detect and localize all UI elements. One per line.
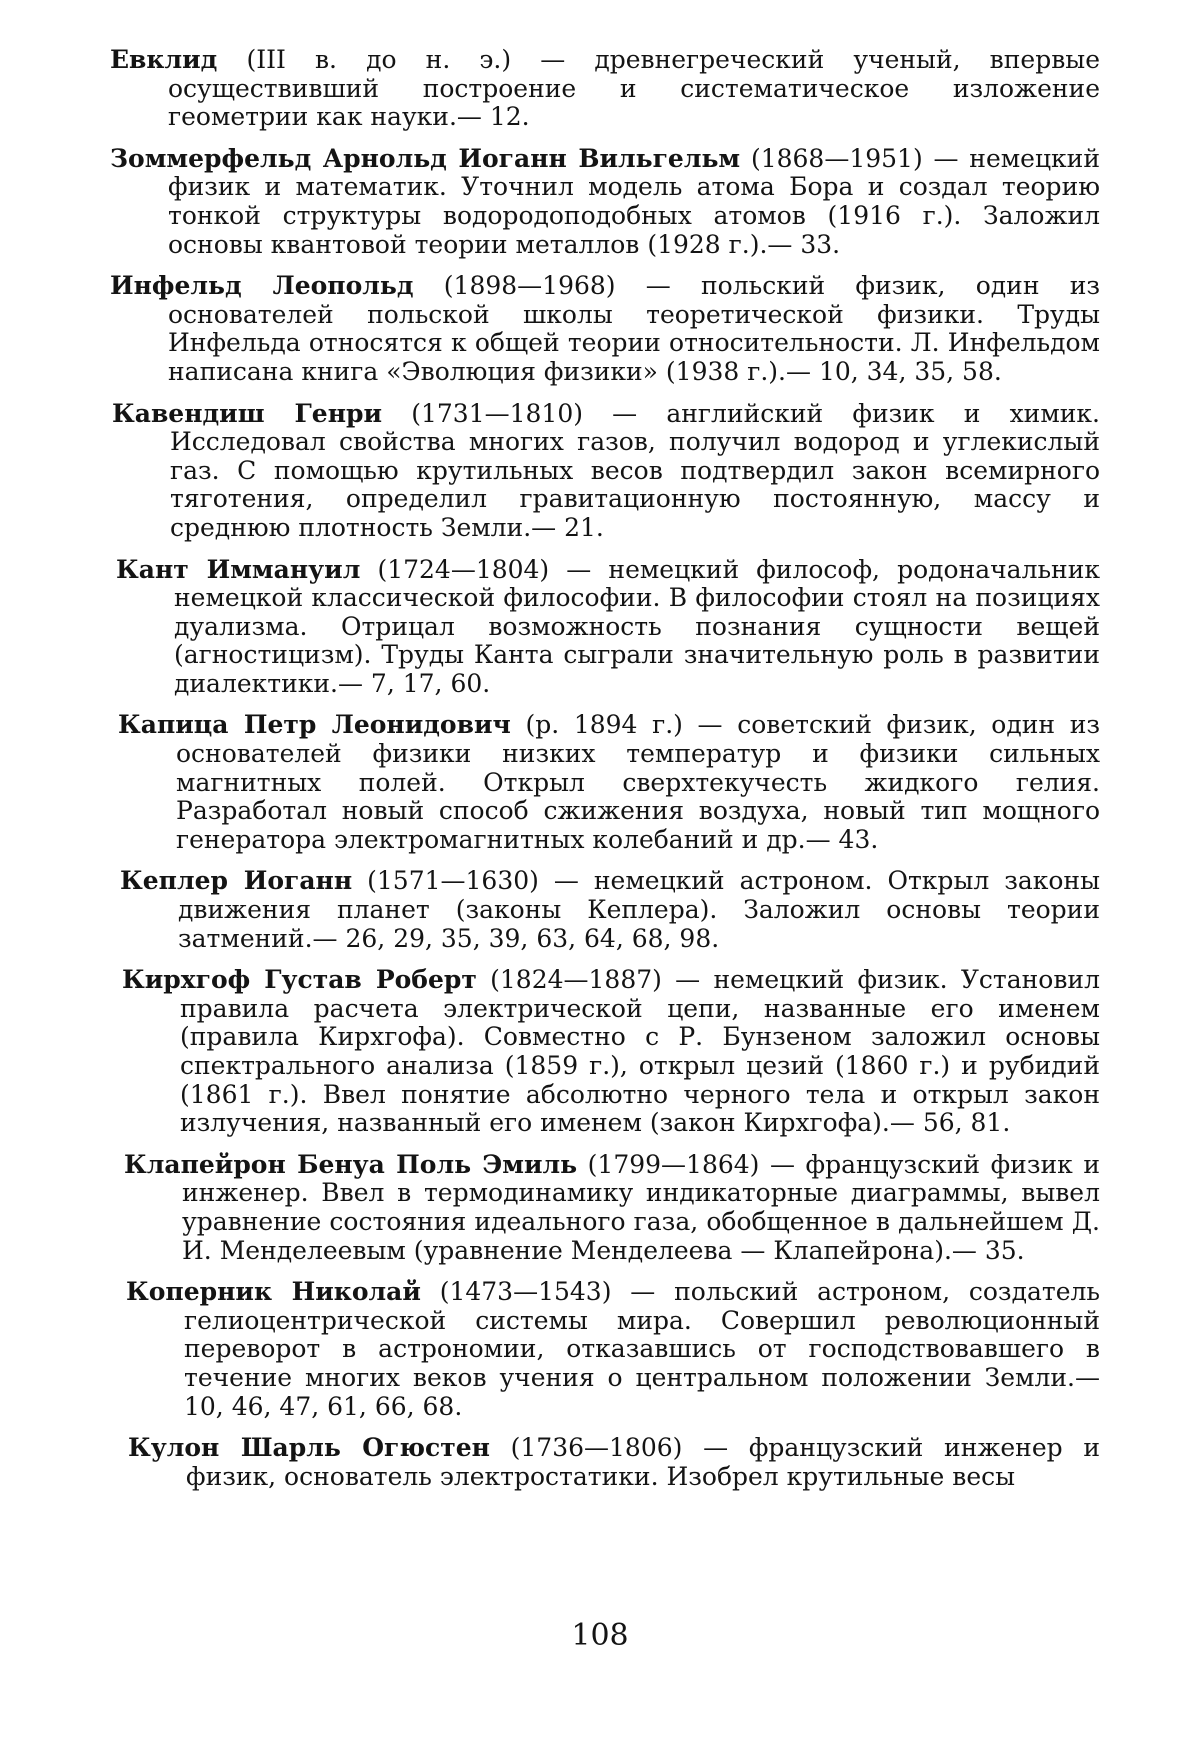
entry-kepler (120, 867, 1100, 953)
entry-name: Капица Петр Леонидович (118, 710, 511, 740)
entry-text: (1736—1806) — французский инженер и физик, основатель электростатики. Изобрел крутильные весы (186, 1433, 1100, 1491)
text-column (110, 46, 1100, 1504)
entry-text: (р. 1894 г.) — советский физик, один из основателей физики низких температур и физики сильных магнитных полей. Открыл сверхтекучесть жидкого гелия. Разработал новый способ сжижения воздуха, новый тип мощного генератора электромагнитных колебаний и др.— 43. (176, 710, 1101, 854)
entry-name: Евклид (110, 45, 218, 74)
entry-name: Кулон Шарль Огюстен (128, 1433, 490, 1463)
entry-text: (1868—1951) — немецкий физик и математик. Уточнил модель атома Бора и создал теорию тонкой структуры водородоподобных атомов (1916 г.). Заложил основы квантовой теории металлов (1928 г.).— 33. (168, 143, 1101, 259)
entry-text: (1799—1864) — французский физик и инженер. Ввел в термодинамику индикаторные диаграммы, вывел уравнение состояния идеального газа, обобщенное в дальнейшем Д. И. Менделеевым (уравнение Менделеева — Клапейрона).— 35. (182, 1149, 1100, 1265)
entry-name: Зоммерфельд Арнольд Иоганн Вильгельм (110, 143, 741, 173)
entry-clapeyron (124, 1151, 1100, 1265)
entry-kapitsa (118, 711, 1100, 854)
entry-text: (1898—1968) — польский физик, один из основателей польской школы теоретической физики. Труды Инфельда относятся к общей теории относительности. Л. Инфельдом написана книга «Эволюция физики» (1938 г.).— 10, 34, 35, 58. (168, 271, 1101, 386)
entry-kirchhoff (122, 966, 1100, 1138)
entry-euclid (110, 46, 1100, 132)
entry-name: Кант Иммануил (116, 554, 361, 584)
entry-text: (1724—1804) — немецкий философ, родоначальник немецкой классической философии. В философии стоял на позициях дуализма. Отрицал возможность познания сущности вещей (агностицизм). Труды Канта сыграли значительную роль в развитии диалектики.— 7, 17, 60. (174, 554, 1101, 698)
page-number: 108 (571, 1618, 629, 1653)
entry-copernicus (126, 1278, 1100, 1421)
entry-text: (1473—1543) — польский астроном, создатель гелиоцентрической системы мира. Совершил революционный переворот в астрономии, отказавшись от господствовавшего в течение многих веков учения о центральном положении Земли.— 10, 46, 47, 61, 66, 68. (184, 1277, 1100, 1421)
entry-name: Кирхгоф Густав Роберт (122, 965, 477, 995)
entry-coulomb (128, 1434, 1100, 1491)
entry-name: Коперник Николай (126, 1277, 421, 1307)
entry-text: (III в. до н. э.) — древнегреческий ученый, впервые осуществивший построение и систематическое изложение геометрии как науки.— 12. (168, 45, 1100, 132)
entry-name: Клапейрон Бенуа Поль Эмиль (124, 1149, 578, 1179)
entry-name: Кеплер Иоганн (120, 866, 353, 896)
entry-text: (1731—1810) — английский физик и химик. Исследовал свойства многих газов, получил водород и углекислый газ. С помощью крутильных весов подтвердил закон всемирного тяготения, определил гравитационную постоянную, массу и среднюю плотность Земли.— 21. (170, 398, 1101, 542)
entry-kant (116, 556, 1100, 699)
entry-text: (1571—1630) — немецкий астроном. Открыл законы движения планет (законы Кеплера). Заложил основы теории затмений.— 26, 29, 35, 39, 63, 64, 68, 98. (178, 866, 1100, 953)
entry-sommerfeld (110, 145, 1100, 259)
entry-name: Кавендиш Генри (112, 398, 383, 428)
entry-text: (1824—1887) — немецкий физик. Установил правила расчета электрической цепи, названные его именем (правила Кирхгофа). Совместно с Р. Бунзеном заложил основы спектрального анализа (1859 г.), открыл цезий (1860 г.) и рубидий (1861 г.). Ввел понятие абсолютно черного тела и открыл закон излучения, названный его именем (закон Кирхгофа).— 56, 81. (180, 965, 1100, 1138)
entry-infeld (110, 272, 1100, 386)
entry-cavendish (112, 400, 1100, 543)
entry-name: Инфельд Леопольд (110, 271, 414, 301)
